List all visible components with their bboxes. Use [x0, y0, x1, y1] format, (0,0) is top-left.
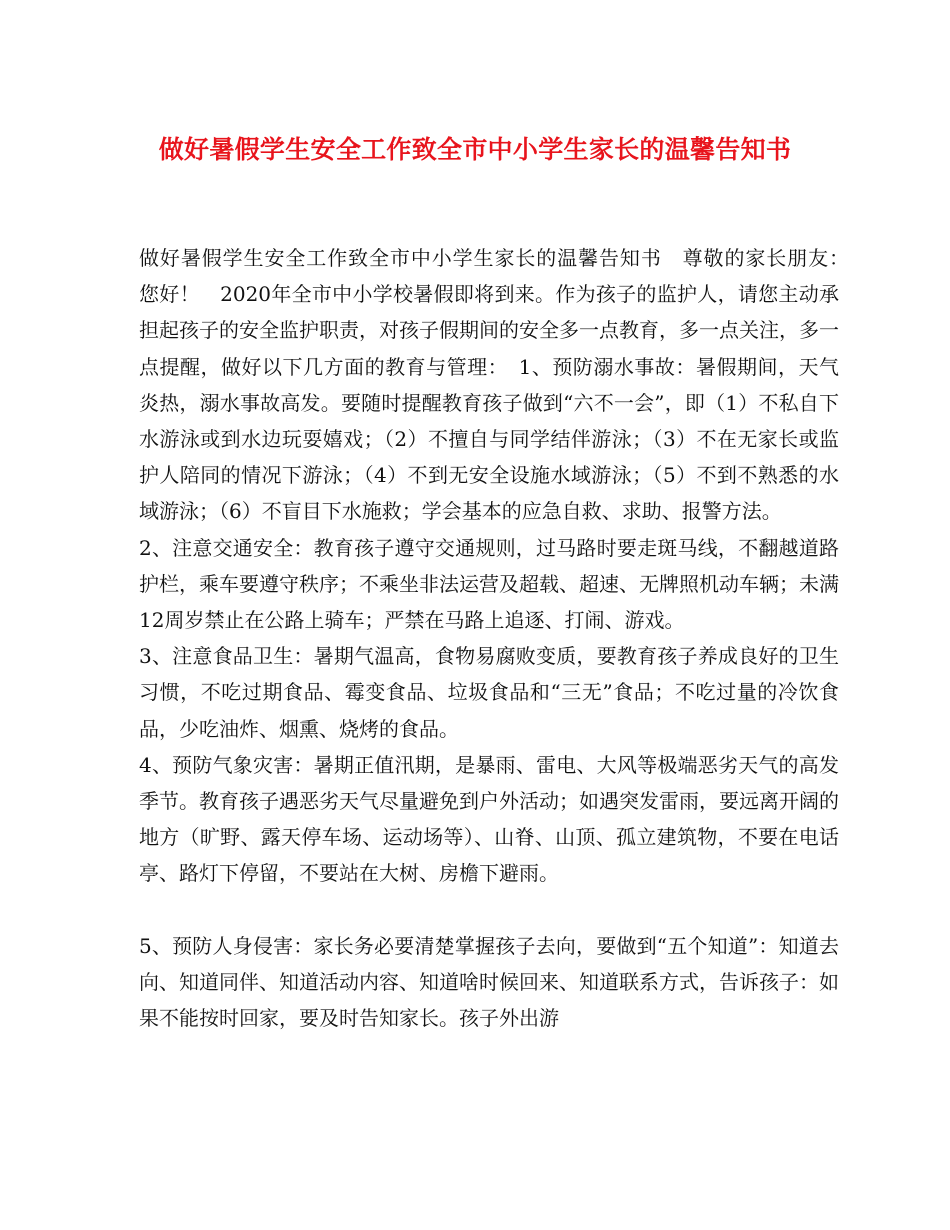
document-body [139, 240, 859, 1036]
paragraph-spacer [139, 892, 839, 928]
paragraph-intro-drowning: 做好暑假学生安全工作致全市中小学生家长的温馨告知书 尊敬的家长朋友： 您好！ 2020年全市中小学校暑假即将到来。作为孩子的监护人，请您主动承担起孩子的安全监护职责，对孩子假期间的安全多一点教育，多一点关注，多一点提醒，做好以下几方面的教育与管理： 1、预防溺水事故：暑假期间，天气炎热，溺水事故高发。要随时提醒教育孩子做到“六不一会”，即（1）不私自下水游泳或到水边玩耍嬉戏；（2）不擅自与同学结伴游泳；（3）不在无家长或监护人陪同的情况下游泳；（4）不到无安全设施水域游泳；（5）不到不熟悉的水域游泳；（6）不盲目下水施救；学会基本的应急自救、求助、报警方法。 [139, 246, 859, 524]
paragraph-personal-safety: 5、预防人身侵害：家长务必要清楚掌握孩子去向，要做到“五个知道”：知道去向、知道同伴、知道活动内容、知道啥时候回来、知道联系方式，告诉孩子：如果不能按时回家，要及时告知家长。孩子外出游 [139, 933, 839, 1031]
paragraph-food-hygiene: 3、注意食品卫生：暑期气温高，食物易腐败变质，要教育孩子养成良好的卫生习惯，不吃过期食品、霉变食品、垃圾食品和“三无”食品；不吃过量的冷饮食品，少吃油炸、烟熏、烧烤的食品。 [139, 644, 839, 741]
paragraph-traffic-safety: 2、注意交通安全：教育孩子遵守交通规则，过马路时要走斑马线，不翻越道路护栏，乘车要遵守秩序；不乘坐非法运营及超载、超速、无牌照机动车辆；未满12周岁禁止在公路上骑车；严禁在马路上追逐、打闹、游戏。 [139, 535, 839, 633]
document-title: 做好暑假学生安全工作致全市中小学生家长的温馨告知书 [158, 135, 792, 164]
paragraph-weather-disasters: 4、预防气象灾害：暑期正值汛期，是暴雨、雷电、大风等极端恶劣天气的高发季节。教育孩子遇恶劣天气尽量避免到户外活动；如遇突发雷雨，要远离开阔的地方（旷野、露天停车场、运动场等）、山脊、山顶、孤立建筑物，不要在电话亭、路灯下停留，不要站在大树、房檐下避雨。 [139, 752, 839, 886]
